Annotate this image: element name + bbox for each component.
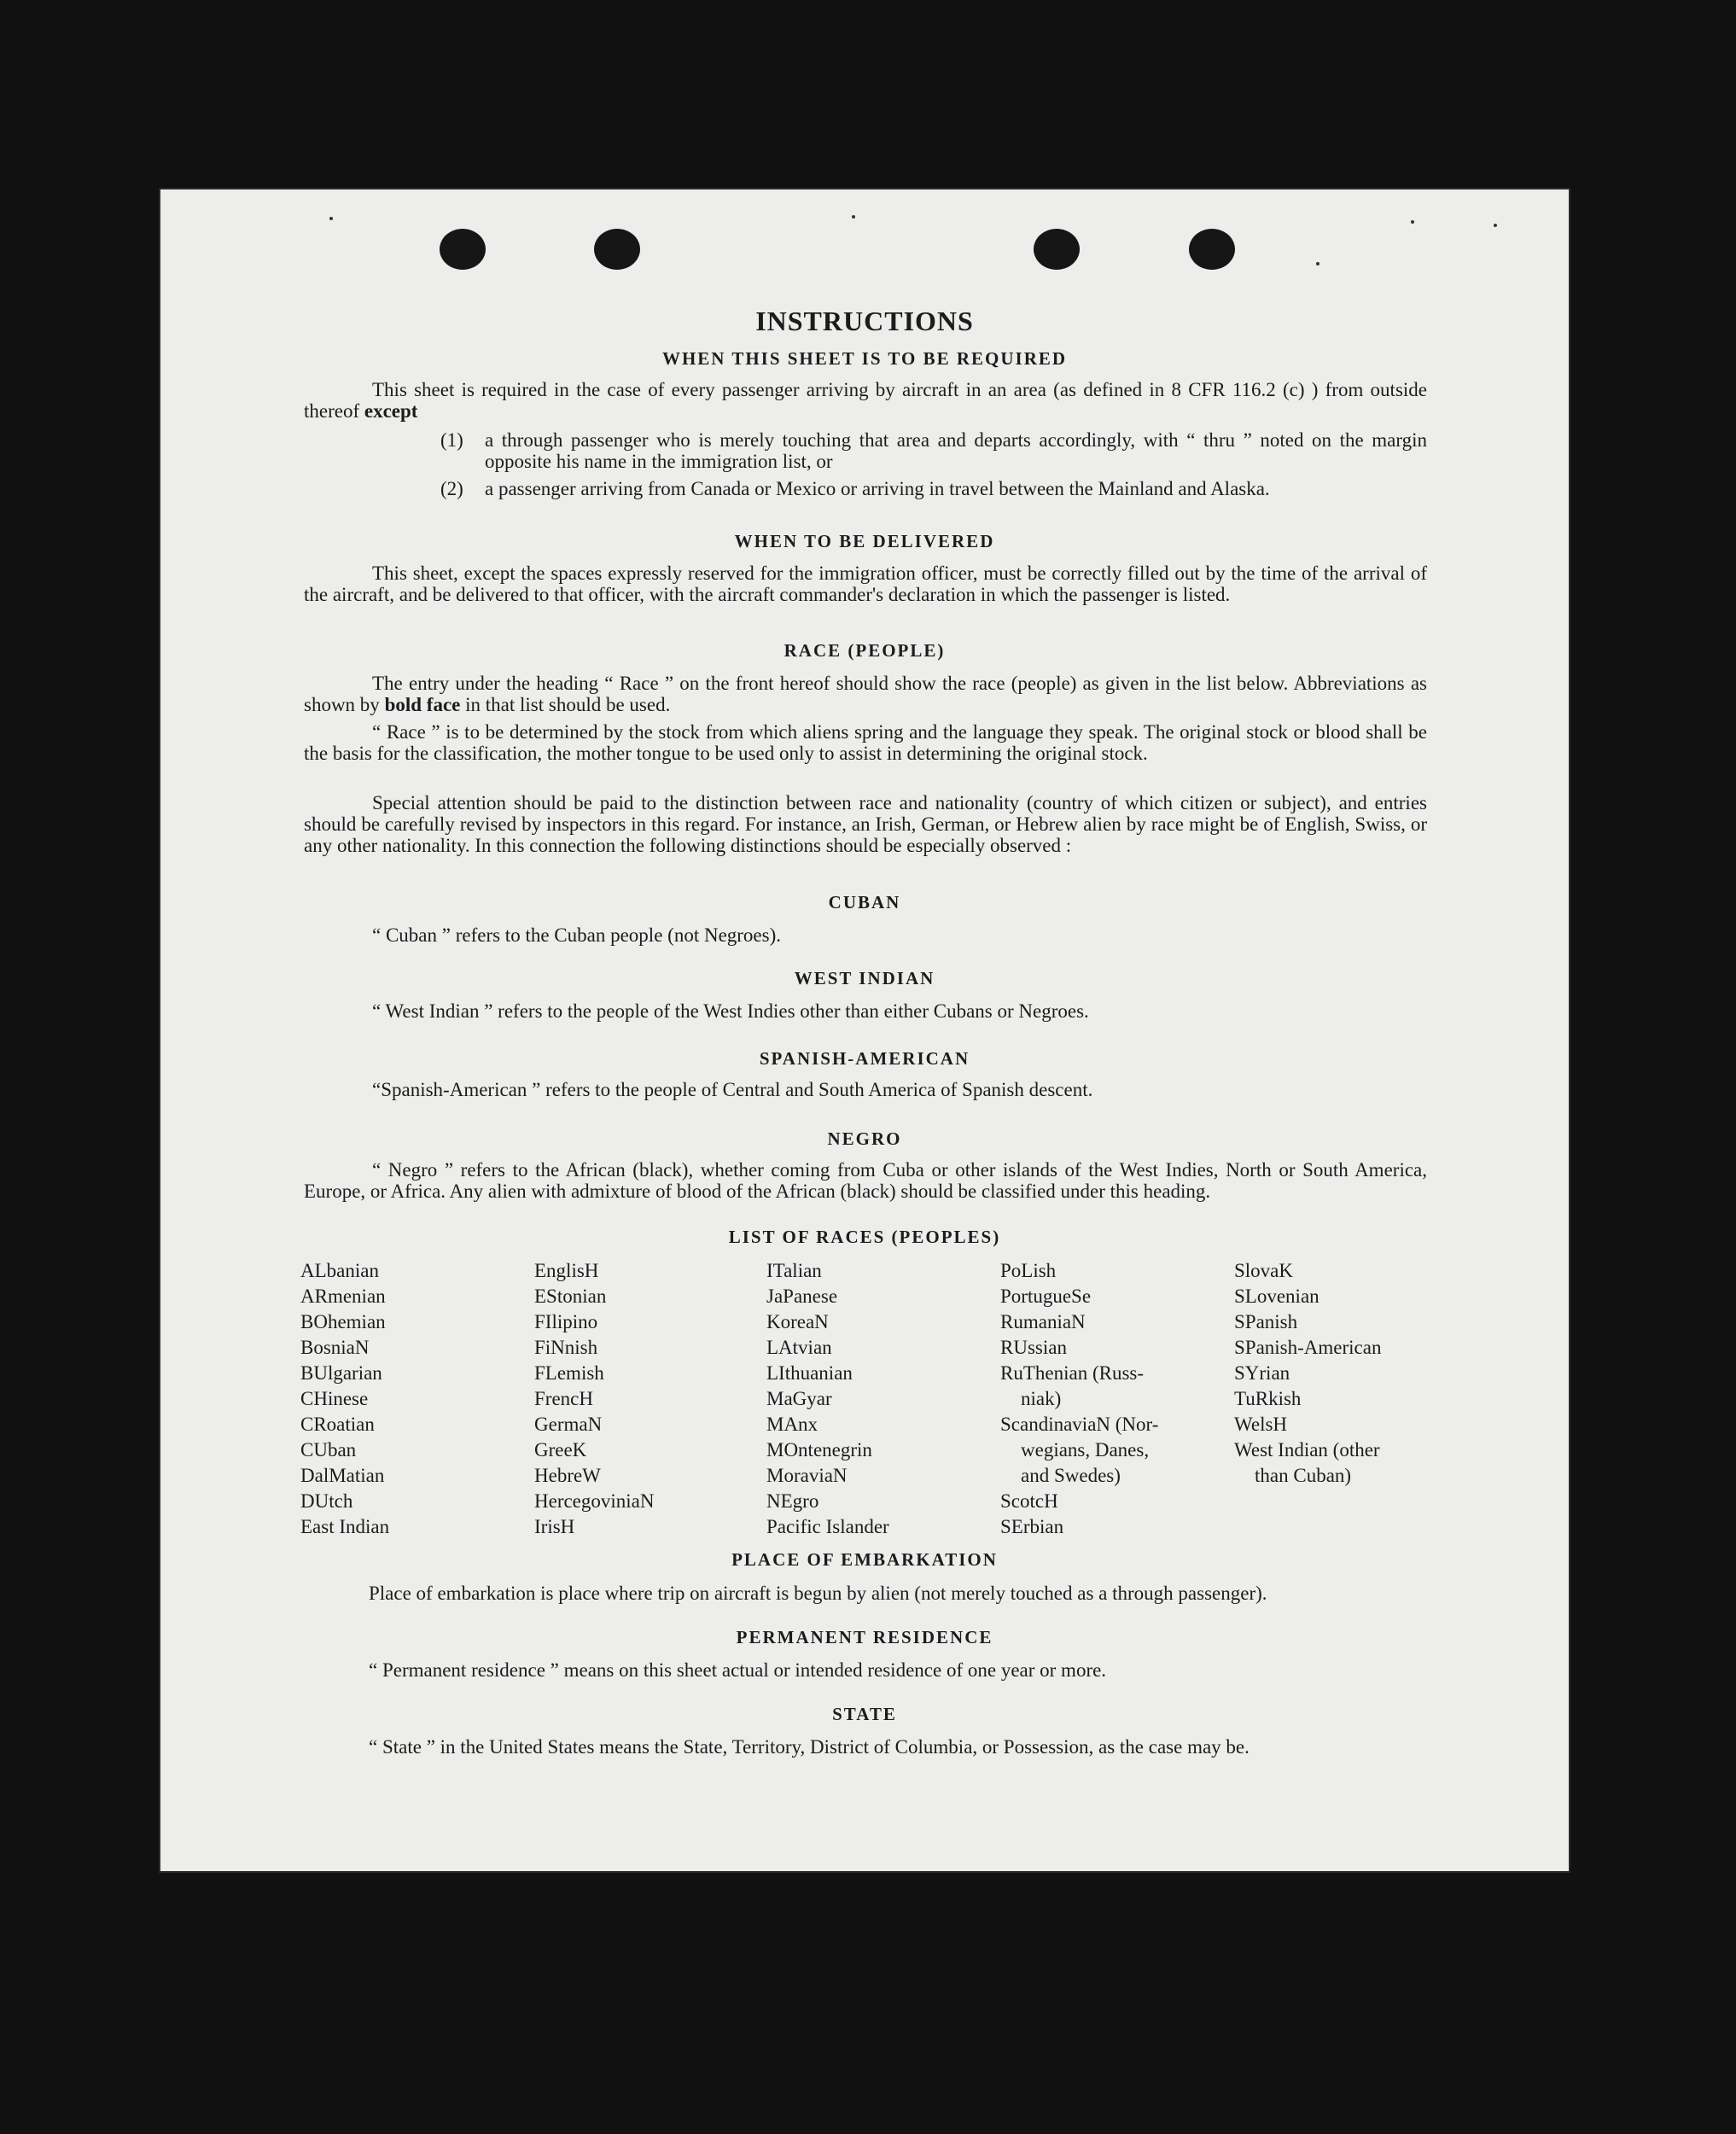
race-item: MoraviaN [766,1465,848,1486]
race-item: EnglisH [534,1260,599,1281]
race-item-continuation: wegians, Danes, [1021,1439,1150,1461]
race-item: SlovaK [1234,1260,1293,1281]
race-item: West Indian (other [1234,1439,1380,1461]
race-item: FIlipino [534,1311,598,1332]
dust-speck [329,217,333,220]
race-item-continuation: than Cuban) [1255,1465,1352,1486]
race-paragraph-1 [304,673,1427,715]
race-list-column-5 [1234,1258,1381,1489]
race-list-column-1 [300,1258,389,1540]
section-heading-race: RACE (PEOPLE) [784,640,946,661]
race-item: NEgro [766,1490,819,1512]
race-paragraph-2: “ Race ” is to be determined by the stock from which aliens spring and the language they speak. The original stock or blood shall be the basis for the classification, the mother tongue to be used only to assist in determining the original stock. [304,721,1427,764]
section-heading-negro: NEGRO [827,1128,902,1149]
race-p1-bold: bold face [384,694,461,715]
item-number: (2) [440,478,463,499]
race-item: ScandinaviaN (Nor- [1000,1414,1159,1435]
punch-hole [440,229,486,270]
negro-text: “ Negro ” refers to the African (black), whether coming from Cuba or other islands of the West Indies, North or South America, Europe, or Africa. Any alien with admixture of blood of the African (black) should be classified under this heading. [304,1159,1427,1202]
dust-speck [852,215,855,219]
race-item: BUlgarian [300,1362,382,1384]
race-item: WelsH [1234,1414,1288,1435]
section-heading-delivered: WHEN TO BE DELIVERED [734,531,995,551]
race-item: MAnx [766,1414,818,1435]
state-text: “ State ” in the United States means the State, Territory, District of Columbia, or Possession, as the case may be. [369,1736,1250,1758]
section-heading-residence: PERMANENT RESIDENCE [736,1627,993,1647]
race-item-continuation: and Swedes) [1021,1465,1121,1486]
delivered-text: This sheet, except the spaces expressly reserved for the immigration officer, must be correctly filled out by the time of the arrival of the aircraft, and be delivered to that officer, with the aircraft commander's declaration in which the passenger is listed. [304,563,1427,605]
race-item: CHinese [300,1388,369,1409]
race-item: ITalian [766,1260,822,1281]
race-item-continuation: niak) [1021,1388,1062,1409]
item-text: a through passenger who is merely touching that area and departs accordingly, with “ thru ” noted on the margin opposite his name in the immigration list, or [485,429,1427,472]
race-item: RUssian [1000,1337,1067,1358]
section-heading-cuban: CUBAN [828,892,901,912]
race-item: MOntenegrin [766,1439,872,1461]
punch-hole [1034,229,1080,270]
section-heading-state: STATE [832,1704,897,1724]
race-item: ScotcH [1000,1490,1058,1512]
race-item: FiNnish [534,1337,598,1358]
required-item-1 [440,429,1427,474]
race-item: SPanish-American [1234,1337,1382,1358]
section-heading-spanish-american: SPANISH-AMERICAN [759,1048,970,1069]
race-item: SPanish [1234,1311,1298,1332]
spanish-american-text: “Spanish-American ” refers to the people of Central and South America of Spanish descent. [372,1079,1093,1100]
race-item: SLovenian [1234,1286,1319,1307]
race-item: TuRkish [1234,1388,1302,1409]
race-item: JaPanese [766,1286,838,1307]
document-sheet [160,189,1569,1871]
race-item: KoreaN [766,1311,829,1332]
race-item: HebreW [534,1465,601,1486]
section-heading-embarkation: PLACE OF EMBARKATION [731,1549,998,1570]
race-item: CUban [300,1439,357,1461]
race-item: GermaN [534,1414,603,1435]
race-item: ALbanian [300,1260,379,1281]
section-heading-required: WHEN THIS SHEET IS TO BE REQUIRED [661,348,1068,369]
race-item: East Indian [300,1516,390,1537]
west-indian-text: “ West Indian ” refers to the people of the West Indies other than either Cubans or Negroes. [372,1000,1089,1022]
race-item: IrisH [534,1516,575,1537]
race-item: HercegoviniaN [534,1490,655,1512]
race-item: GreeK [534,1439,587,1461]
race-item: CRoatian [300,1414,375,1435]
race-item: MaGyar [766,1388,832,1409]
race-list-column-3 [766,1258,889,1540]
race-item: SErbian [1000,1516,1064,1537]
race-item: ARmenian [300,1286,386,1307]
required-intro-except: except [364,400,418,422]
race-item: PortugueSe [1000,1286,1092,1307]
race-item: EStonian [534,1286,607,1307]
dust-speck [1411,220,1414,224]
punch-hole [1189,229,1235,270]
race-item: DalMatian [300,1465,385,1486]
cuban-text: “ Cuban ” refers to the Cuban people (not Negroes). [372,924,782,946]
race-item: RuThenian (Russ- [1000,1362,1145,1384]
residence-text: “ Permanent residence ” means on this sheet actual or intended residence of one year or more. [369,1659,1107,1681]
race-paragraph-3: Special attention should be paid to the distinction between race and nationality (country of which citizen or subject), and entries should be carefully revised by inspectors in this regard. For instance, an Irish, German, or Hebrew alien by race might be of English, Swiss, or any other nationality. In this connection the following distinctions should be especially observed : [304,792,1427,856]
race-item: LIthuanian [766,1362,853,1384]
item-text: a passenger arriving from Canada or Mexico or arriving in travel between the Mainland and Alaska. [485,478,1270,499]
race-item: BosniaN [300,1337,370,1358]
required-item-2 [440,478,1427,522]
page-title: INSTRUCTIONS [755,306,974,336]
race-list-column-4 [1000,1258,1158,1540]
race-item: FrencH [534,1388,593,1409]
race-item: DUtch [300,1490,353,1512]
required-intro [304,379,1427,422]
embarkation-text: Place of embarkation is place where trip on aircraft is begun by alien (not merely touched as a through passenger). [369,1583,1267,1604]
race-item: RumaniaN [1000,1311,1086,1332]
race-item: FLemish [534,1362,604,1384]
race-item: SYrian [1234,1362,1290,1384]
section-heading-west-indian: WEST INDIAN [794,968,935,988]
punch-hole [594,229,640,270]
race-item: Pacific Islander [766,1516,889,1537]
section-heading-list: LIST OF RACES (PEOPLES) [728,1227,1001,1247]
race-list-column-2 [534,1258,655,1540]
race-p1-text: The entry under the heading “ Race ” on the front hereof should show the race (people) as given in the list below. Abbreviations as shown by [304,673,1427,715]
race-p1-tail: in that list should be used. [460,694,671,715]
dust-speck [1316,262,1319,265]
race-item: BOhemian [300,1311,386,1332]
item-number: (1) [440,429,463,451]
race-item: PoLish [1000,1260,1057,1281]
required-intro-text: This sheet is required in the case of every passenger arriving by aircraft in an area (as defined in 8 CFR 116.2 (c) ) from outside thereof [304,379,1427,422]
race-item: LAtvian [766,1337,832,1358]
dust-speck [1494,224,1497,227]
